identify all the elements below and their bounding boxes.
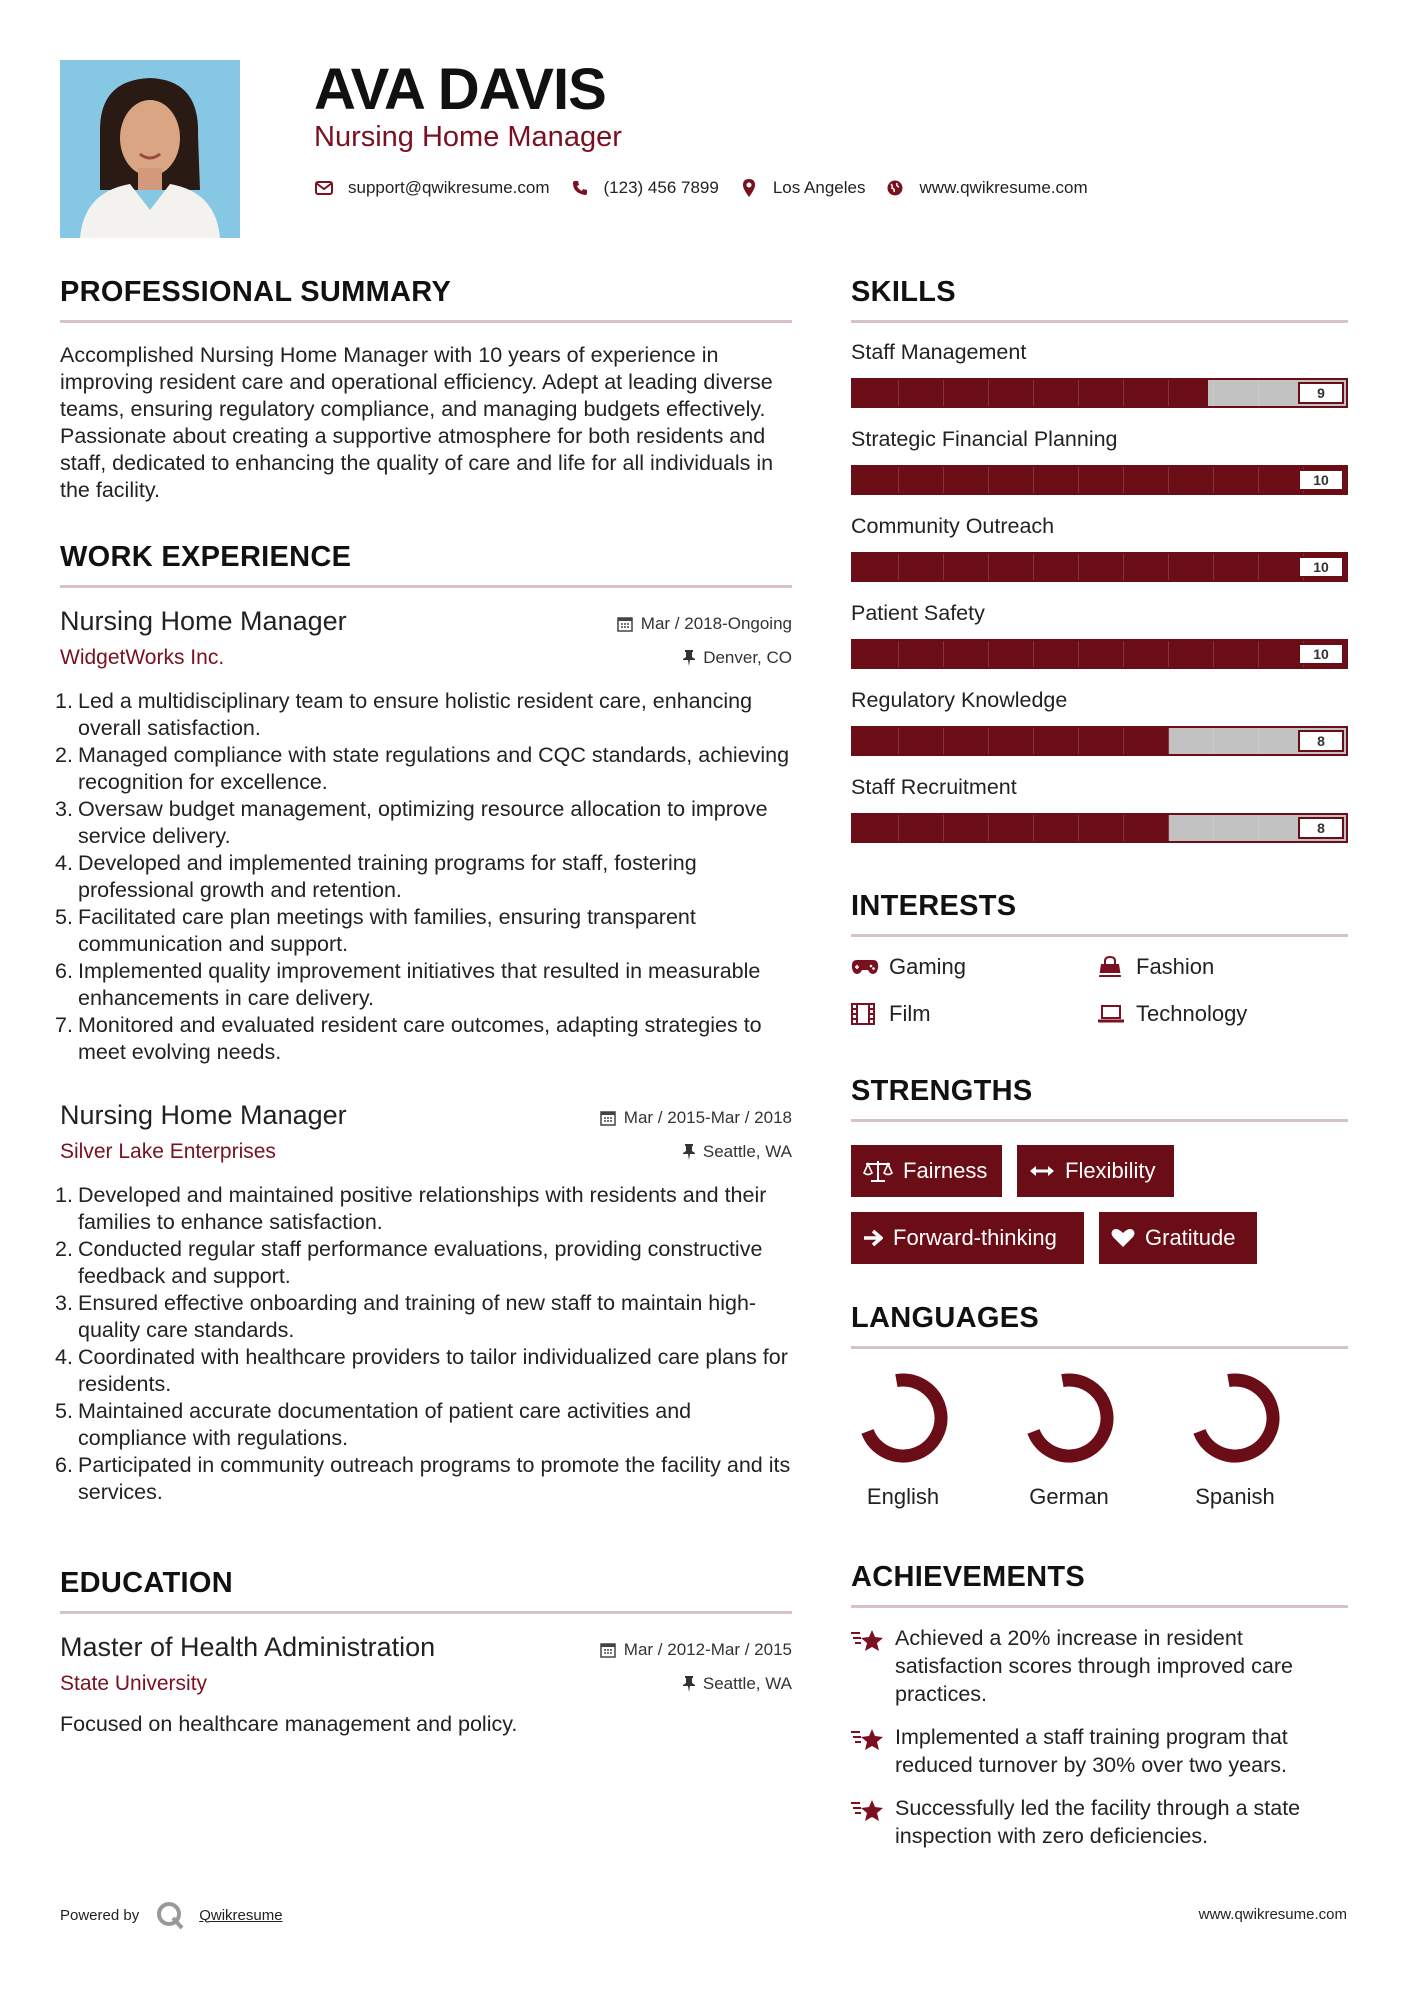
envelope-icon [314, 178, 334, 198]
skill-label: Patient Safety [851, 601, 985, 625]
achievement-text: Achieved a 20% increase in resident satisfaction scores through improved care practices. [895, 1626, 1293, 1706]
interest-label: Technology [1136, 1001, 1248, 1026]
achievement-item [851, 1624, 1348, 1708]
skill-bar-segment [898, 467, 899, 493]
skill-bar-segment [1123, 728, 1124, 754]
education-location-text: Seattle, WA [702, 1674, 792, 1693]
job-bullet: 2. Managed compliance with state regulations and CQC standards, achieving recognition for excellence. [55, 743, 790, 794]
skill-bar-segment [898, 728, 899, 754]
skill-bar-segment [1213, 641, 1214, 667]
section-rule [851, 934, 1348, 937]
job-entry-2 [55, 1100, 792, 1506]
skill-bar-segment [1033, 467, 1034, 493]
skill-bar-segment [1213, 815, 1214, 841]
job-role: Nursing Home Manager [60, 1100, 347, 1130]
footer-powered-by [60, 1900, 283, 1930]
skill-bar-fill [853, 815, 1169, 841]
skill-bar-segment [1258, 380, 1259, 406]
strength-badge-fairness [851, 1145, 1002, 1197]
calendar-icon [600, 1110, 616, 1126]
skill-value: 8 [1298, 817, 1344, 839]
skill-value: 10 [1298, 469, 1344, 491]
skill-bar-segment [1033, 815, 1034, 841]
shooting-star-icon [851, 1723, 895, 1779]
job-bullet: 1. Developed and maintained positive relationships with residents and their families to enhance satisfaction. [55, 1183, 767, 1234]
skill-bar-fill [853, 380, 1208, 406]
shopping-bag-icon [1098, 956, 1128, 978]
job-date-text: Mar / 2015-Mar / 2018 [623, 1108, 792, 1127]
skill-row [851, 601, 1348, 669]
section-title-skills: SKILLS [851, 276, 956, 308]
interest-technology [1098, 1001, 1247, 1027]
globe-icon [885, 178, 905, 198]
skill-bar-segment [1123, 467, 1124, 493]
job-date-text: Mar / 2018-Ongoing [640, 614, 792, 633]
skill-bar-segment [898, 641, 899, 667]
skill-bar-segment [898, 554, 899, 580]
skill-bar-segment [1168, 467, 1169, 493]
skill-bar-segment [943, 467, 944, 493]
skill-bar-segment [1213, 380, 1214, 406]
section-title-education: EDUCATION [60, 1567, 233, 1599]
skill-row [851, 688, 1348, 756]
skill-row [851, 427, 1348, 495]
skill-bar-segment [1213, 728, 1214, 754]
skill-bar-segment [1033, 554, 1034, 580]
job-bullet: 6. Implemented quality improvement initiatives that resulted in measurable enhancements in care delivery. [55, 959, 761, 1010]
skill-bar-segment [1168, 815, 1169, 841]
skill-label: Regulatory Knowledge [851, 688, 1068, 712]
section-title-languages: LANGUAGES [851, 1302, 1039, 1334]
skill-label: Staff Management [851, 340, 1027, 364]
job-bullet: 5. Facilitated care plan meetings with families, ensuring transparent communication and support. [55, 905, 696, 956]
section-rule [851, 320, 1348, 323]
skill-bar-segment [1033, 728, 1034, 754]
skill-bar-segment [1258, 554, 1259, 580]
skill-row [851, 514, 1348, 582]
skill-bar-segment [1258, 728, 1259, 754]
skill-bar [851, 639, 1348, 669]
pushpin-icon [683, 650, 695, 666]
interest-film [851, 1001, 931, 1027]
skill-bar-segment [1168, 380, 1169, 406]
strength-badge-forward-thinking [851, 1212, 1084, 1264]
strength-label: Gratitude [1145, 1225, 1236, 1250]
phone-icon [570, 178, 590, 198]
skill-bar-segment [1123, 380, 1124, 406]
job-bullet: 7. Monitored and evaluated resident care outcomes, adapting strategies to meet evolving needs. [55, 1013, 762, 1064]
skill-bar-segment [943, 728, 944, 754]
contact-website-text: www.qwikresume.com [919, 178, 1088, 197]
skill-bar-segment [1168, 554, 1169, 580]
job-bullet: 3. Ensured effective onboarding and training of new staff to maintain high-quality care standards. [55, 1291, 757, 1342]
skill-bar [851, 552, 1348, 582]
job-role: Nursing Home Manager [60, 606, 347, 636]
skill-bar-segment [988, 815, 989, 841]
skill-bar [851, 378, 1348, 408]
job-bullet: 1. Led a multidisciplinary team to ensure holistic resident care, enhancing overall satisfaction. [55, 689, 753, 740]
education-degree: Master of Health Administration [60, 1632, 436, 1662]
skill-bar-segment [1078, 641, 1079, 667]
interest-label: Fashion [1136, 954, 1215, 979]
skill-bar-segment [988, 728, 989, 754]
job-location-text: Seattle, WA [702, 1142, 792, 1161]
section-rule [60, 585, 792, 588]
skill-bar-segment [988, 467, 989, 493]
language-label: German [1029, 1484, 1109, 1509]
skill-bar-fill [853, 467, 1346, 493]
skill-bar-segment [1168, 728, 1169, 754]
pushpin-icon [683, 1676, 695, 1692]
skill-bar-segment [1078, 380, 1079, 406]
interest-label: Film [889, 1001, 931, 1026]
qwikresume-link[interactable]: Qwikresume [199, 1906, 283, 1924]
skill-bar-segment [1213, 467, 1214, 493]
strength-label: Forward-thinking [893, 1225, 1057, 1250]
job-location [683, 648, 792, 668]
education-date-text: Mar / 2012-Mar / 2015 [623, 1640, 792, 1659]
calendar-icon [617, 616, 633, 632]
language-label: English [866, 1484, 940, 1509]
job-date [600, 1108, 792, 1128]
section-title-work: WORK EXPERIENCE [60, 541, 352, 573]
skill-row [851, 340, 1348, 408]
achievement-item [851, 1794, 1348, 1850]
candidate-name: AVA DAVIS [314, 57, 606, 122]
skill-bar-fill [853, 554, 1346, 580]
skill-bar-segment [1123, 815, 1124, 841]
language-progress-ring [1021, 1370, 1117, 1466]
strength-badge-flexibility [1017, 1145, 1174, 1197]
skill-bar-segment [1123, 554, 1124, 580]
contact-bar [314, 178, 1108, 198]
balance-scale-icon [863, 1160, 893, 1182]
skill-bar-segment [943, 380, 944, 406]
skill-bar [851, 813, 1348, 843]
job-company: WidgetWorks Inc. [60, 646, 225, 669]
skill-bar-segment [1078, 728, 1079, 754]
skill-bar-segment [1078, 815, 1079, 841]
skill-bar-segment [1123, 641, 1124, 667]
gamepad-icon [851, 959, 881, 975]
contact-email[interactable] [314, 178, 550, 198]
achievement-text: Implemented a staff training program that reduced turnover by 30% over two years. [895, 1725, 1288, 1777]
section-title-strengths: STRENGTHS [851, 1075, 1033, 1107]
skill-bar-segment [1258, 467, 1259, 493]
powered-by-text: Powered by [60, 1906, 140, 1924]
skill-label: Community Outreach [851, 514, 1055, 538]
strength-label: Fairness [903, 1158, 988, 1183]
education-entry [60, 1632, 792, 1737]
skill-bar-segment [988, 641, 989, 667]
language-german [1019, 1370, 1119, 1510]
language-english [853, 1370, 953, 1510]
profile-photo [60, 60, 240, 238]
section-rule [60, 1611, 792, 1614]
pushpin-icon [683, 1144, 695, 1160]
skill-bar [851, 726, 1348, 756]
skill-value: 8 [1298, 730, 1344, 752]
skill-value: 10 [1298, 643, 1344, 665]
skill-bar [851, 465, 1348, 495]
skill-bar-segment [943, 815, 944, 841]
film-icon [851, 1003, 881, 1025]
job-bullet: 2. Conducted regular staff performance evaluations, providing constructive feedback and support. [55, 1237, 763, 1288]
calendar-icon [600, 1642, 616, 1658]
skill-bar-segment [1078, 554, 1079, 580]
achievement-item [851, 1723, 1348, 1779]
language-spanish [1185, 1370, 1285, 1510]
qwikresume-logo-icon [155, 1900, 185, 1930]
skill-bar-fill [853, 728, 1169, 754]
job-bullets [55, 1182, 792, 1506]
contact-location [739, 178, 866, 198]
skill-row [851, 775, 1348, 843]
interest-label: Gaming [889, 954, 967, 979]
contact-phone-text: (123) 456 7899 [603, 178, 719, 197]
language-label: Spanish [1195, 1484, 1275, 1509]
skill-bar-segment [898, 815, 899, 841]
section-rule [851, 1605, 1348, 1608]
skill-bar-segment [1258, 641, 1259, 667]
skill-bar-segment [898, 380, 899, 406]
skill-label: Strategic Financial Planning [851, 427, 1118, 451]
skill-bar-segment [1258, 815, 1259, 841]
skill-bar-segment [1078, 467, 1079, 493]
shooting-star-icon [851, 1624, 895, 1708]
strength-badge-gratitude [1099, 1212, 1257, 1264]
skill-bar-segment [988, 380, 989, 406]
language-progress-ring [1187, 1370, 1283, 1466]
footer-website[interactable]: www.qwikresume.com [1198, 1906, 1347, 1923]
candidate-title: Nursing Home Manager [314, 121, 622, 153]
arrows-horizontal-icon [1029, 1164, 1055, 1178]
skill-bar-segment [1033, 641, 1034, 667]
job-date [617, 614, 792, 634]
contact-location-text: Los Angeles [772, 178, 866, 197]
skill-value: 9 [1298, 382, 1344, 404]
shooting-star-icon [851, 1794, 895, 1850]
skill-value: 10 [1298, 556, 1344, 578]
achievement-text: Successfully led the facility through a state inspection with zero deficiencies. [895, 1796, 1301, 1848]
arrow-right-icon [863, 1229, 883, 1247]
skill-bar-segment [1033, 380, 1034, 406]
language-progress-ring [855, 1370, 951, 1466]
skill-bar-fill [853, 641, 1346, 667]
education-date [600, 1640, 792, 1660]
section-rule [851, 1346, 1348, 1349]
map-pin-icon [739, 178, 759, 198]
strength-label: Flexibility [1065, 1158, 1156, 1183]
job-company: Silver Lake Enterprises [60, 1140, 276, 1163]
section-rule [851, 1119, 1348, 1122]
job-location-text: Denver, CO [703, 648, 792, 667]
education-description: Focused on healthcare management and policy. [60, 1712, 518, 1736]
skill-bar-segment [1168, 641, 1169, 667]
section-title-interests: INTERESTS [851, 890, 1017, 922]
section-title-summary: PROFESSIONAL SUMMARY [60, 276, 452, 308]
heart-icon [1111, 1228, 1135, 1248]
education-school: State University [60, 1672, 208, 1695]
section-rule [60, 320, 792, 323]
job-bullet: 3. Oversaw budget management, optimizing resource allocation to improve service delivery. [55, 797, 768, 848]
interest-gaming [851, 954, 966, 980]
job-bullets [55, 688, 792, 1066]
contact-website[interactable] [885, 178, 1087, 198]
job-bullet: 4. Coordinated with healthcare providers to tailor individualized care plans for residents. [55, 1345, 788, 1396]
contact-phone[interactable] [570, 178, 719, 198]
laptop-icon [1098, 1005, 1128, 1023]
skill-bar-segment [988, 554, 989, 580]
job-entry-1 [55, 606, 792, 1066]
interest-fashion [1098, 954, 1214, 980]
summary-text: Accomplished Nursing Home Manager with 10 years of experience in improving resident care and operational efficiency. Adept at leading diverse teams, ensuring regulatory compliance, and managing budgets effectively. Passionate about creating a supportive atmosphere for both residents and staff, dedicated to enhancing the quality of care and life for all individuals in the facility. [60, 343, 774, 502]
skill-label: Staff Recruitment [851, 775, 1017, 799]
skill-bar-segment [1213, 554, 1214, 580]
skill-bar-segment [943, 641, 944, 667]
section-title-achievements: ACHIEVEMENTS [851, 1561, 1086, 1593]
contact-email-text: support@qwikresume.com [348, 178, 550, 197]
job-bullet: 6. Participated in community outreach programs to promote the facility and its services. [55, 1453, 791, 1504]
job-bullet: 5. Maintained accurate documentation of patient care activities and compliance with regulations. [55, 1399, 692, 1450]
education-location [683, 1674, 792, 1694]
skill-bar-segment [943, 554, 944, 580]
job-bullet: 4. Developed and implemented training programs for staff, fostering professional growth and retention. [55, 851, 697, 902]
job-location [683, 1142, 792, 1162]
